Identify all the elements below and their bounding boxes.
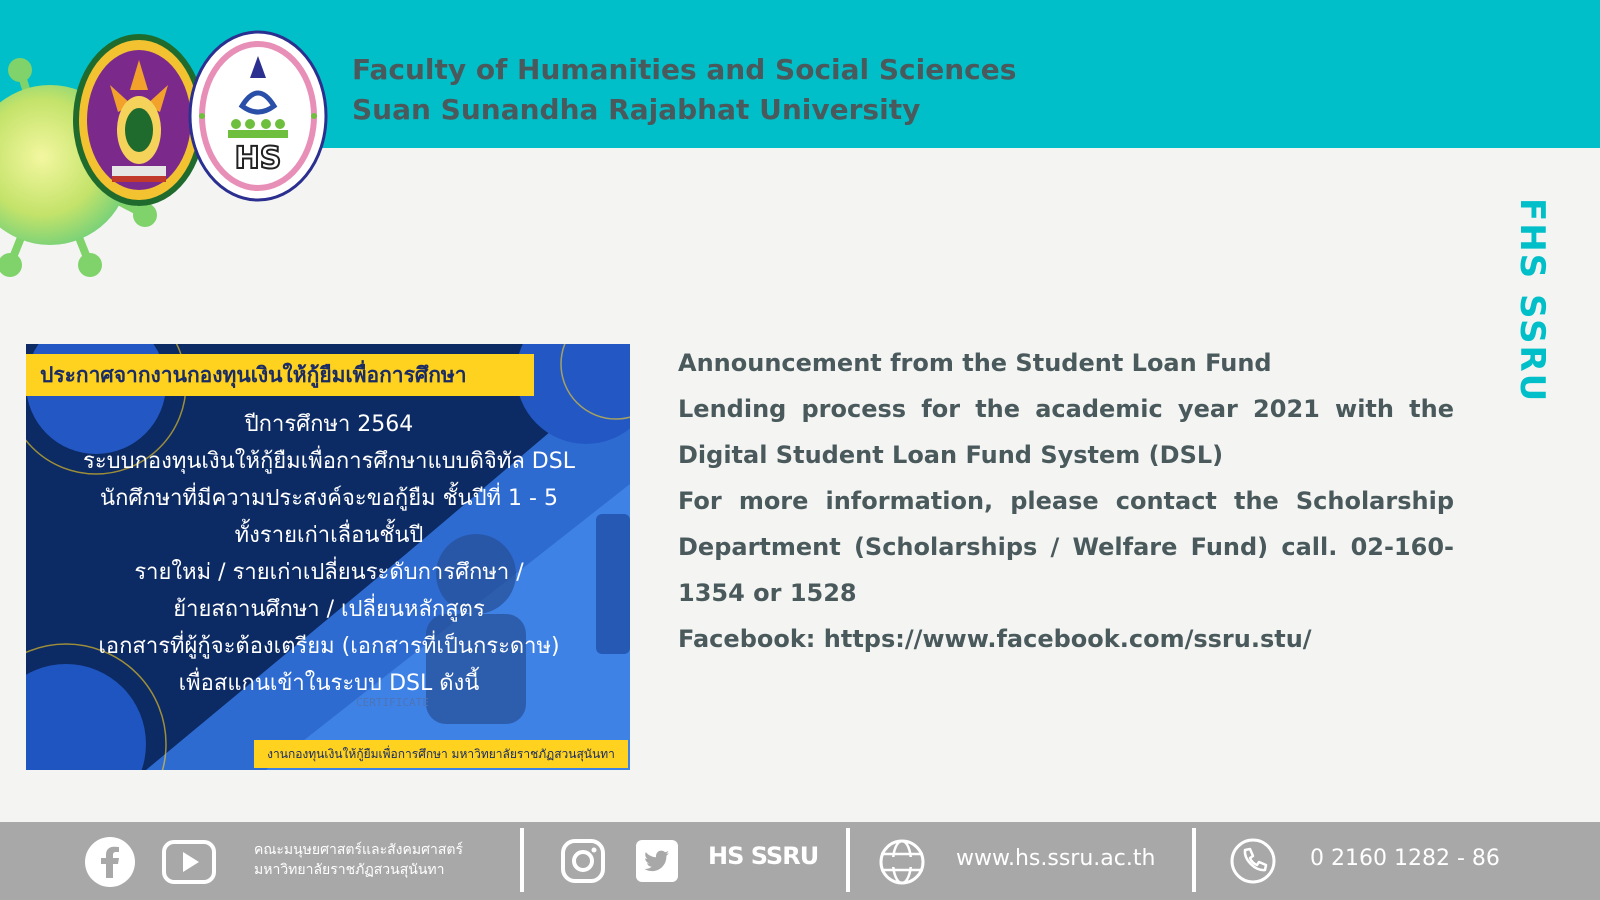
announcement-facebook: Facebook: https://www.facebook.com/ssru.stu/ xyxy=(678,625,1312,653)
svg-text:HS: HS xyxy=(234,141,282,176)
poster-line-transfer: ย้ายสถานศึกษา / เปลี่ยนหลักสูตร xyxy=(173,597,485,622)
header-university-name: Suan Sunandha Rajabhat University xyxy=(352,93,921,126)
footer-divider xyxy=(846,828,850,892)
poster-line-continuing: ทั้งรายเก่าเลื่อนชั้นปี xyxy=(234,523,424,548)
announcement-poster xyxy=(26,344,630,770)
side-label-fhs-ssru: FHS SSRU xyxy=(1512,198,1552,404)
footer-social-handle[interactable]: HS SSRU xyxy=(708,842,819,870)
poster-text-block xyxy=(44,406,614,702)
poster-line-year: ปีการศึกษา 2564 xyxy=(244,412,414,437)
poster-line-scan: เพื่อสแกนเข้าในระบบ DSL ดังนี้ xyxy=(178,671,480,696)
header-faculty-name: Faculty of Humanities and Social Sciences xyxy=(352,53,1017,86)
footer-phone-number[interactable]: 0 2160 1282 - 86 xyxy=(1310,846,1500,871)
phone-icon[interactable] xyxy=(1230,838,1276,884)
announcement-text xyxy=(678,340,1454,662)
announcement-contact: For more information, please contact the Scholarship Department (Scholarships / Welfare Fund) call. 02-160-1354 or 1528 xyxy=(678,487,1454,607)
instagram-icon[interactable] xyxy=(560,838,606,884)
poster-line-documents: เอกสารที่ผู้กู้จะต้องเตรียม (เอกสารที่เป็นกระดาษ) xyxy=(98,634,560,659)
footer-faculty-line1: คณะมนุษยศาสตร์และสังคมศาสตร์ xyxy=(254,842,464,858)
globe-icon[interactable] xyxy=(878,838,926,886)
poster-line-students: นักศึกษาที่มีความประสงค์จะขอกู้ยืม ชั้นปีที่ 1 - 5 xyxy=(100,486,558,511)
poster-line-system: ระบบกองทุนเงินให้กู้ยืมเพื่อการศึกษาแบบดิจิทัล DSL xyxy=(83,449,575,474)
footer-divider xyxy=(1192,828,1196,892)
header-title xyxy=(352,50,1016,130)
hs-faculty-logo xyxy=(186,28,330,204)
footer-divider xyxy=(520,828,524,892)
twitter-icon[interactable] xyxy=(636,840,678,882)
facebook-icon[interactable] xyxy=(84,836,136,888)
footer-bar xyxy=(0,822,1600,900)
youtube-icon[interactable] xyxy=(162,840,216,884)
poster-line-new: รายใหม่ / รายเก่าเปลี่ยนระดับการศึกษา / xyxy=(134,560,524,585)
announcement-process: Lending process for the academic year 2021 with the Digital Student Loan Fund System (DSL) xyxy=(678,395,1454,469)
footer-website-link[interactable]: www.hs.ssru.ac.th xyxy=(956,846,1156,871)
announcement-heading: Announcement from the Student Loan Fund xyxy=(678,349,1272,377)
certificate-label: CERTIFICATE xyxy=(356,696,429,709)
poster-footer: งานกองทุนเงินให้กู้ยืมเพื่อการศึกษา มหาวิทยาลัยราชภัฏสวนสุนันทา xyxy=(254,740,628,768)
poster-title: ประกาศจากงานกองทุนเงินให้กู้ยืมเพื่อการศึกษา xyxy=(26,354,534,396)
footer-faculty-name-th xyxy=(254,840,463,880)
footer-faculty-line2: มหาวิทยาลัยราชภัฏสวนสุนันทา xyxy=(254,862,445,878)
